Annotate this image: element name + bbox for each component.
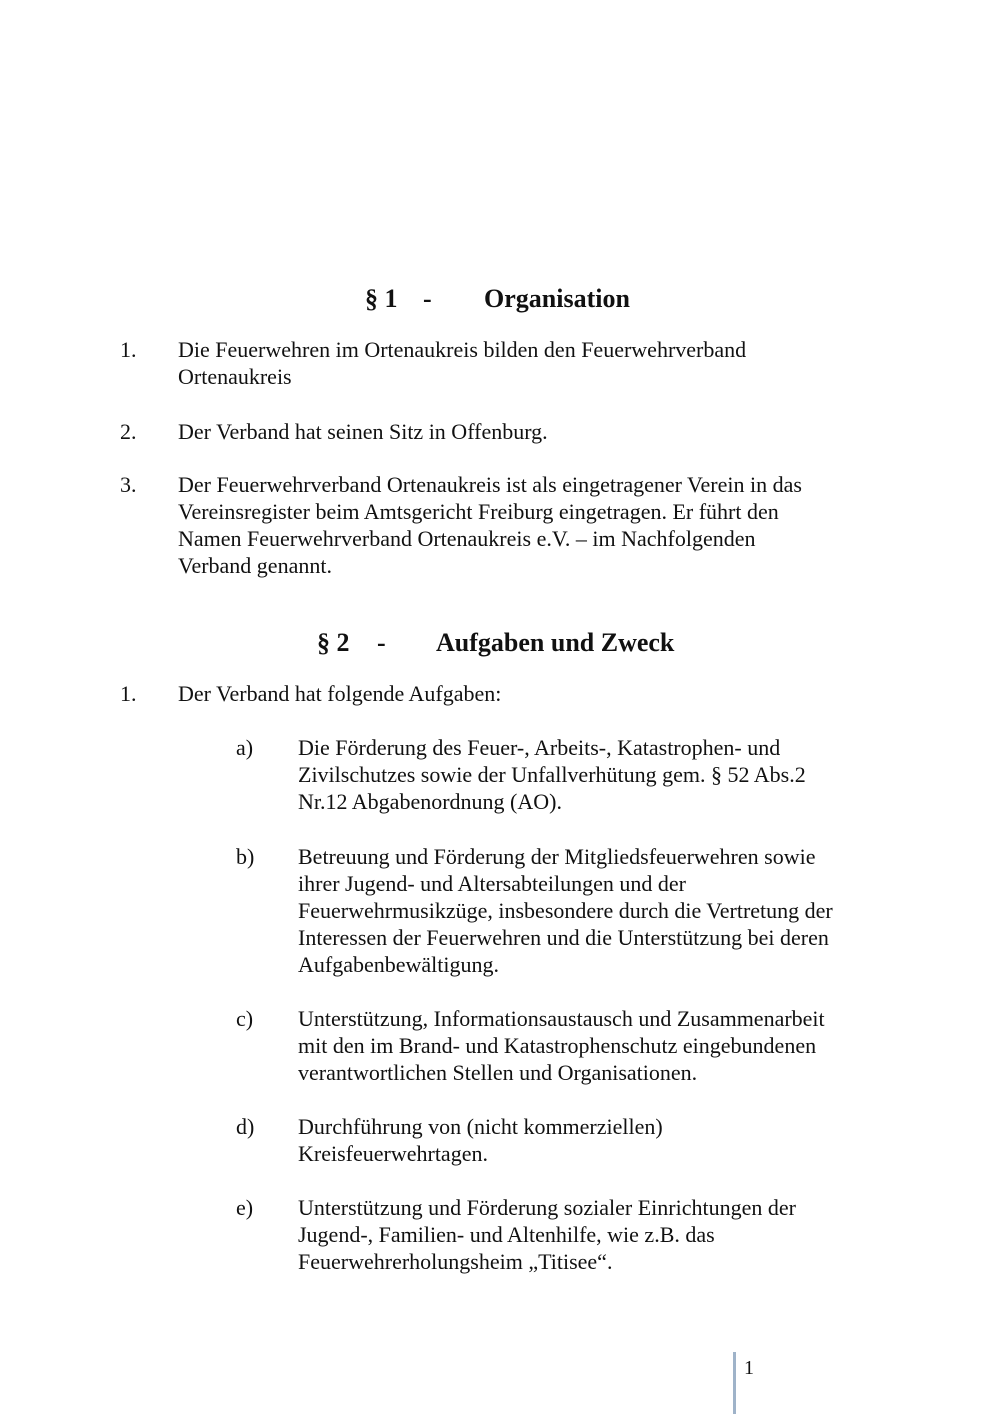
section-1-title: Organisation	[484, 284, 630, 313]
subitem-label: b)	[236, 844, 255, 869]
subitem-label: c)	[236, 1006, 254, 1031]
item-text: Der Verband hat folgende Aufgaben:	[178, 681, 502, 706]
footer-divider-bar	[733, 1352, 736, 1414]
subitem-label: e)	[236, 1195, 254, 1220]
item-number: 1.	[120, 681, 137, 706]
item-text: Der Feuerwehrverband Ortenaukreis ist als eingetragener Verein in das Vereinsregister beim Amtsgericht Freiburg eingetragen. Er führt den Namen Feuerwehrverband Ortenaukreis e.V. – im Nachfolgenden Verband genannt.	[178, 472, 802, 578]
item-text: Der Verband hat seinen Sitz in Offenburg.	[178, 419, 548, 444]
subitem-text: Unterstützung und Förderung sozialer Einrichtungen der Jugend-, Familien- und Altenhilfe, wie z.B. das Feuerwehrerholungsheim „Titisee“.	[298, 1195, 796, 1274]
section-2-number: § 2	[317, 628, 350, 657]
section-1-dash: -	[423, 284, 432, 313]
page-number: 1	[744, 1357, 754, 1379]
item-number: 2.	[120, 419, 137, 444]
item-number: 1.	[120, 337, 137, 362]
item-number: 3.	[120, 472, 137, 497]
section-1-number: § 1	[365, 284, 398, 313]
section-2-dash: -	[377, 628, 386, 657]
subitem-text: Die Förderung des Feuer-, Arbeits-, Katastrophen- und Zivilschutzes sowie der Unfallverhütung gem. § 52 Abs.2 Nr.12 Abgabenordnung (AO).	[298, 735, 806, 814]
subitem-label: a)	[236, 735, 254, 760]
subitem-label: d)	[236, 1114, 255, 1139]
subitem-text: Betreuung und Förderung der Mitgliedsfeuerwehren sowie ihrer Jugend- und Altersabteilungen und der Feuerwehrmusikzüge, insbesondere durch die Vertretung der Interessen der Feuerwehren und die Unterstützung bei deren Aufgabenbewältigung.	[298, 844, 833, 977]
item-text: Die Feuerwehren im Ortenaukreis bilden den Feuerwehrverband Ortenaukreis	[178, 337, 747, 389]
subitem-text: Durchführung von (nicht kommerziellen) Kreisfeuerwehrtagen.	[298, 1114, 663, 1166]
section-2-title: Aufgaben und Zweck	[436, 628, 675, 657]
subitem-text: Unterstützung, Informationsaustausch und Zusammenarbeit mit den im Brand- und Katastrophenschutz eingebundenen verantwortlichen Stellen und Organisationen.	[298, 1006, 825, 1085]
